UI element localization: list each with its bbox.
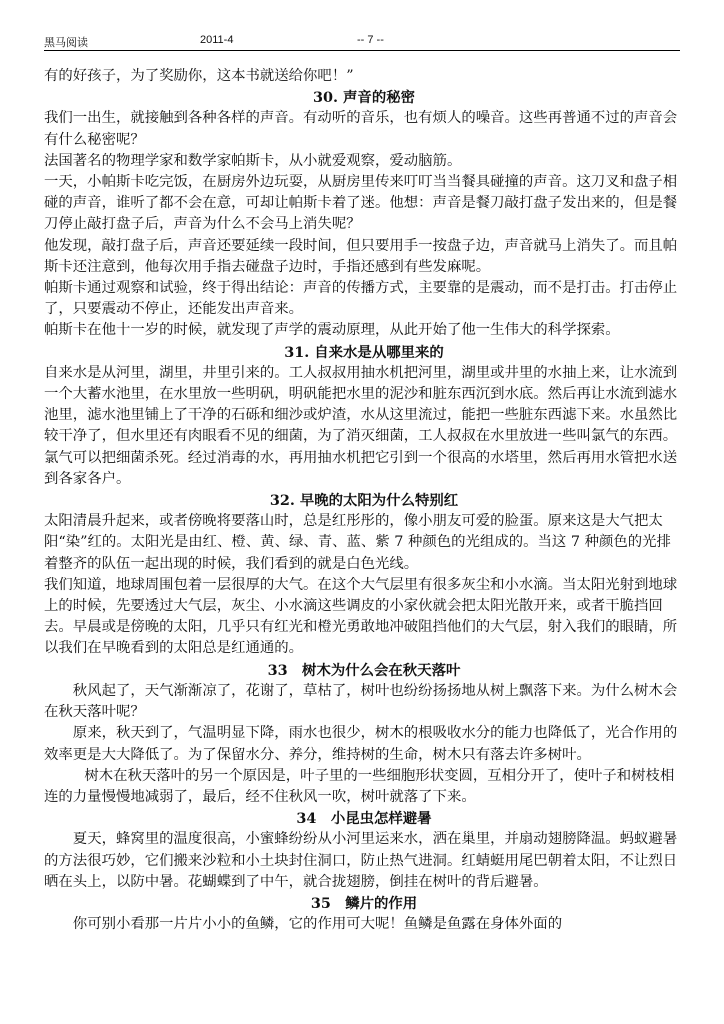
section-30-paragraph: 我们一出生，就接触到各种各样的声音。有动听的音乐，也有烦人的噪音。这些再普通不过的声音会有什么秘密呢？ [44,110,678,148]
intro-line: 有的好孩子，为了奖励你，这本书就送给你吧！” [44,68,354,84]
section-33-paragraph: 秋风起了，天气渐渐凉了，花谢了，草枯了，树叶也纷纷扬扬地从树上飘落下来。为什么树木会在秋天落叶呢？ [44,682,678,721]
section-32-title: 32. 早晚的太阳为什么特别红 [269,492,459,510]
page-header [44,34,680,51]
section-35-title: 35 鳞片的作用 [310,894,418,912]
section-33-paragraph: 原来，秋天到了，气温明显下降，雨水也很少，树木的根吸收水分的能力也降低了，光合作用的效率更是大大降低了。为了保留水分、养分，维持树的生命，树木只有落去许多树叶。 [44,725,678,763]
header-title: 黑马阅读 [44,37,88,49]
section-30-paragraph: 一天，小帕斯卡吃完饭，在厨房外边玩耍，从厨房里传来叮叮当当餐具碰撞的声音。这刀叉和盘子相碰的声音，谁听了都不会在意，可却让帕斯卡着了迷。他想：声音是餐刀敲打盘子发出来的，但是餐刀停止敲打盘子后，声音为什么不会马上消失呢？ [44,174,678,233]
section-30-paragraph: 法国著名的物理学家和数学家帕斯卡，从小就爱观察，爱动脑筋。 [44,152,462,169]
section-30-paragraph: 他发现，敲打盘子后，声音还要延续一段时间，但只要用手一按盘子边，声音就马上消失了。而且帕斯卡还注意到，他每次用手指去碰盘子边时，手指还感到有些发麻呢。 [44,237,678,275]
section-34-title: 34 小昆虫怎样避暑 [296,810,432,828]
section-31-paragraph: 自来水是从河里，湖里，井里引来的。工人叔叔用抽水机把河里，湖里或井里的水抽上来，让水流到一个大蓄水池里，在水里放一些明矾，明矾能把水里的泥沙和脏东西沉到水底。然后再让水流到滤水池里，滤水池里铺上了干净的石砾和细沙或炉渣，水从这里流过，能把一些脏东西滤下来。水虽然比较干净了，但水里还有肉眼看不见的细菌，为了消灭细菌，工人叔叔在水里放进一些叫氯气的东西。氯气可以把细菌杀死。经过消毒的水，再用抽水机把它引到一个很高的水塔里，然后再用水管把水送到各家各户。 [44,364,678,487]
section-31-title: 31. 自来水是从哪里来的 [284,343,444,361]
section-34-paragraph: 夏天，蜂窝里的温度很高，小蜜蜂纷纷从小河里运来水，洒在巢里，并扇动翅膀降温。蚂蚁避暑的方法很巧妙，它们搬来沙粒和小土块封住洞口，防止热气进洞。红蜻蜓用尾巴朝着太阳，不让烈日晒在头上，以防中暑。花蝴蝶到了中午，就合拢翅膀，倒挂在树叶的背后避暑。 [44,831,678,890]
section-33-paragraph: 树木在秋天落叶的另一个原因是，叶子里的一些细胞形状变圆，互相分开了，使叶子和树枝相连的力量慢慢地减弱了，最后，经不住秋风一吹，树叶就落了下来。 [44,767,675,805]
section-32-paragraph: 太阳清晨升起来，或者傍晚将要落山时，总是红彤彤的，像小朋友可爱的脸蛋。原来这是大气把太阳“染”红的。太阳光是由红、橙、黄、绿、青、蓝、紫 7 种颜色的光组成的。当这 7 种颜色的光排着整齐的队伍一起出现的时候，我们看到的就是白色光线。 [44,513,671,572]
section-30-paragraph: 帕斯卡在他十一岁的时候，就发现了声学的震动原理，从此开始了他一生伟大的科学探索。 [44,322,620,339]
section-35-paragraph: 你可别小看那一片片小小的鱼鳞，它的作用可大呢！鱼鳞是鱼露在身体外面的 [72,916,563,933]
section-32-paragraph: 我们知道，地球周围包着一层很厚的大气。在这个大气层里有很多灰尘和小水滴。当太阳光射到地球上的时候，先要透过大气层，灰尘、小水滴这些调皮的小家伙就会把太阳光散开来，或者干脆挡回去。早晨或是傍晚的太阳，几乎只有红光和橙光勇敢地冲破阻挡他们的大气层，射入我们的眼睛，所以我们在早晚看到的太阳总是红通通的。 [44,576,678,657]
header-page-number: -- 7 -- [357,34,384,46]
section-30-title: 30. 声音的秘密 [313,89,415,107]
section-30-paragraph: 帕斯卡通过观察和试验，终于得出结论：声音的传播方式，主要靠的是震动，而不是打击。打击停止了，只要震动不停止，还能发出声音来。 [44,280,678,318]
document-body [44,66,684,935]
section-33-title: 33 树木为什么会在秋天落叶 [267,661,461,679]
header-date: 2011-4 [200,34,234,46]
